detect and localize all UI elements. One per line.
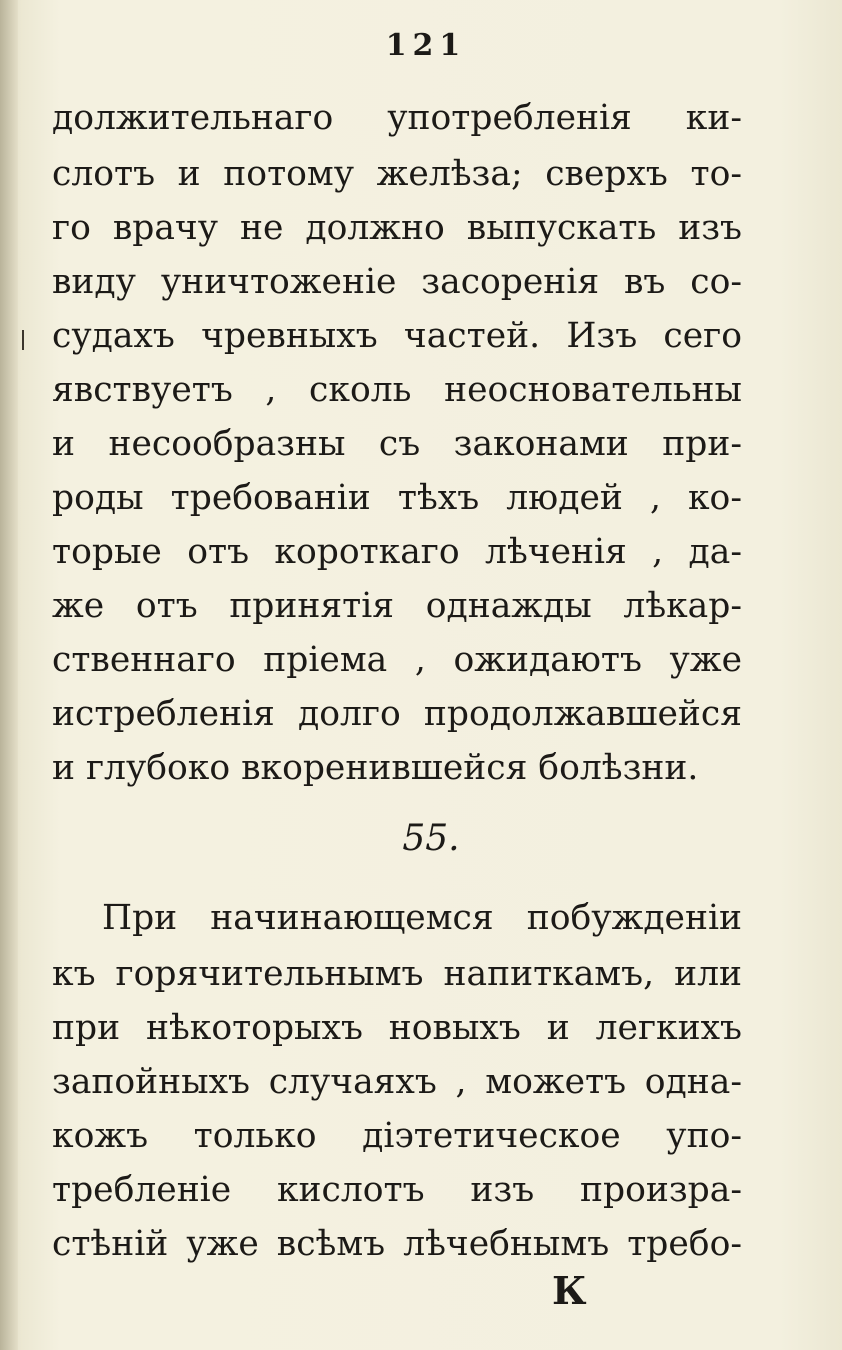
text-line: кожъ только діэтетическое упо- bbox=[52, 1116, 742, 1156]
text-line: должительнаго употребленія ки- bbox=[52, 98, 742, 138]
text-line: виду уничтоженіе засоренія въ со- bbox=[52, 262, 742, 302]
text-line: явствуетъ , сколь неосновательны bbox=[52, 370, 742, 410]
gutter-mark bbox=[22, 330, 24, 350]
text-line: и глубоко вкоренившейся болѣзни. bbox=[52, 748, 699, 788]
text-line: же отъ принятія однажды лѣкар- bbox=[52, 586, 742, 626]
page-gutter bbox=[0, 0, 18, 1350]
text-line: запойныхъ случаяхъ , можетъ одна- bbox=[52, 1062, 742, 1102]
text-line: при нѣкоторыхъ новыхъ и легкихъ bbox=[52, 1008, 742, 1048]
text-line: стѣній уже всѣмъ лѣчебнымъ требо- bbox=[52, 1224, 742, 1264]
text-line: слотъ и потому желѣза; сверхъ то- bbox=[52, 154, 742, 194]
text-line: го врачу не должно выпускать изъ bbox=[52, 208, 742, 248]
text-line: истребленія долго продолжавшейся bbox=[52, 694, 742, 734]
signature-mark: К bbox=[552, 1268, 587, 1313]
text-line: и несообразны съ законами при- bbox=[52, 424, 742, 464]
text-line: торые отъ короткаго лѣченія , да- bbox=[52, 532, 742, 572]
text-line: ственнаго пріема , ожидаютъ уже bbox=[52, 640, 742, 680]
text-line: При начинающемся побужденіи bbox=[102, 898, 742, 938]
section-number: 55. bbox=[402, 818, 460, 859]
page-number: 121 bbox=[385, 28, 467, 63]
text-line: къ горячительнымъ напиткамъ, или bbox=[52, 954, 742, 994]
text-line: роды требованіи тѣхъ людей , ко- bbox=[52, 478, 742, 518]
text-line: судахъ чревныхъ частей. Изъ сего bbox=[52, 316, 742, 356]
text-line: требленіе кислотъ изъ произра- bbox=[52, 1170, 742, 1210]
